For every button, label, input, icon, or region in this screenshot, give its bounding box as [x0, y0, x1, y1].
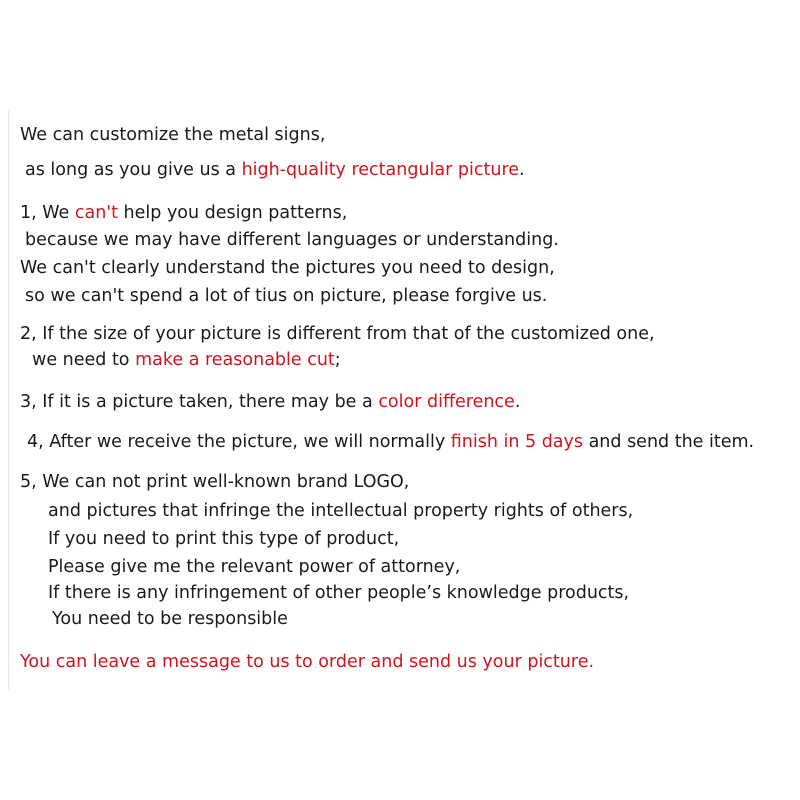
point-text: so we can't spend a lot of tius on picture, please forgive us.: [25, 286, 548, 306]
point-text: 1, We: [20, 203, 75, 223]
point-text: 3, If it is a picture taken, there may be a: [20, 392, 379, 412]
point-text: 2, If the size of your picture is different from that of the customized one,: [20, 324, 655, 344]
point-text: ;: [334, 350, 341, 370]
frame-edge: [8, 110, 9, 690]
point-text: help you design patterns,: [117, 203, 348, 223]
point-4-line-1: [27, 431, 754, 453]
point-text: .: [514, 392, 521, 412]
highlight-text: high-quality rectangular picture: [241, 160, 520, 180]
highlight-text: finish in 5 days: [450, 432, 584, 452]
point-2-line-2: [32, 349, 341, 371]
highlight-text: color difference: [378, 392, 515, 412]
point-text: If there is any infringement of other people’s knowledge products,: [48, 583, 630, 603]
intro-text: .: [519, 160, 525, 180]
point-text: We can't clearly understand the pictures you need to design,: [20, 258, 555, 278]
point-text: You need to be responsible: [52, 609, 288, 629]
point-text: and send the item.: [583, 432, 755, 452]
point-5-line-1: [20, 471, 409, 493]
point-5-line-2: [48, 500, 633, 522]
point-text: If you need to print this type of product,: [48, 529, 400, 549]
intro-line-2: [25, 159, 525, 181]
point-5-line-5: [48, 582, 629, 604]
closing-text: You can leave a message to us to order and send us your picture.: [20, 652, 595, 672]
point-1-line-4: [25, 285, 547, 307]
point-5-line-3: [48, 528, 399, 550]
point-text: 5, We can not print well-known brand LOGO,: [20, 472, 410, 492]
intro-text: We can customize the metal signs,: [20, 125, 326, 145]
point-1-line-1: [20, 202, 347, 224]
point-3-line-1: [20, 391, 520, 413]
highlight-text: can't: [74, 203, 118, 223]
point-2-line-1: [20, 323, 655, 345]
point-text: 4, After we receive the picture, we will normally: [27, 432, 451, 452]
point-text: and pictures that infringe the intellectual property rights of others,: [48, 501, 634, 521]
point-1-line-2: [25, 229, 559, 251]
point-5-line-6: [52, 608, 288, 630]
point-text: we need to: [32, 350, 136, 370]
point-text: because we may have different languages or understanding.: [25, 230, 559, 250]
highlight-text: make a reasonable cut: [135, 350, 335, 370]
intro-line-1: [20, 124, 325, 146]
intro-text: as long as you give us a: [25, 160, 242, 180]
closing-line: [20, 651, 594, 673]
point-text: Please give me the relevant power of attorney,: [48, 557, 461, 577]
point-1-line-3: [20, 257, 555, 279]
point-5-line-4: [48, 556, 460, 578]
